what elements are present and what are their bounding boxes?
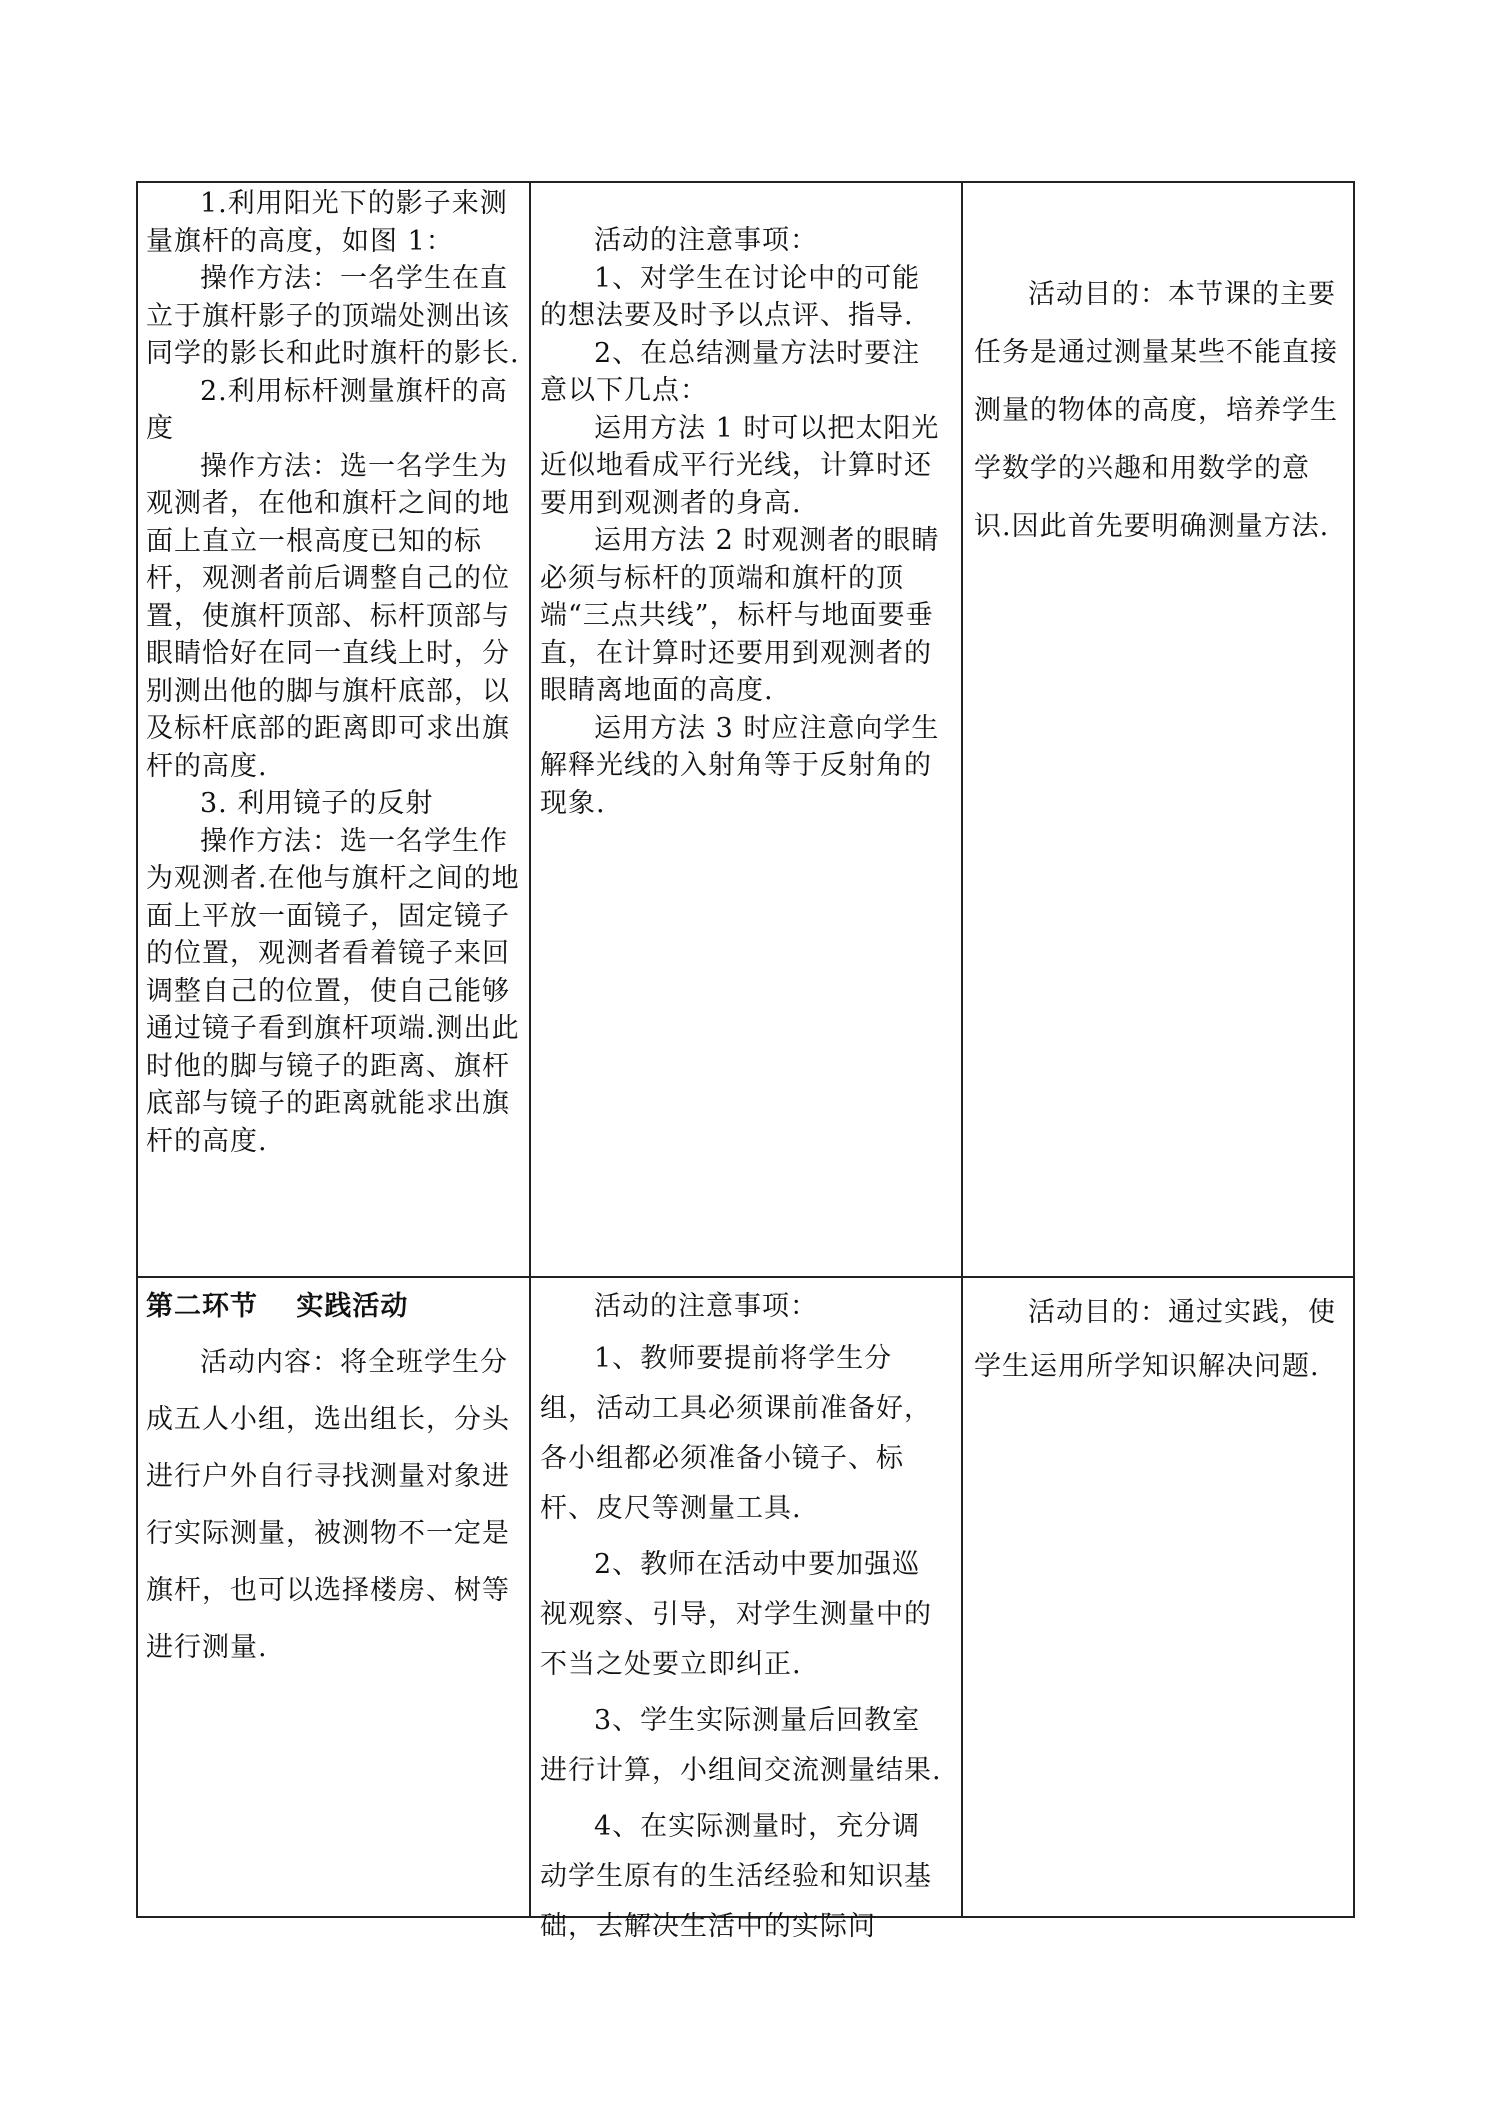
note-item: 1、教师要提前将学生分组，活动工具必须课前准备好，各小组都必须准备小镜子、标杆、皮尺等测量工具. — [540, 1343, 932, 1524]
note-item: 3、学生实际测量后回教室进行计算，小组间交流测量结果. — [540, 1705, 942, 1786]
method-3-title: 3. 利用镜子的反射 — [200, 788, 434, 819]
note-item: 1、对学生在讨论中的可能的想法要及时予以点评、指导. — [540, 262, 921, 331]
row-divider — [138, 1276, 1353, 1278]
row1-notes-cell — [540, 222, 948, 822]
purpose-text: 活动目的：通过实践，使学生运用所学知识解决问题. — [974, 1297, 1336, 1382]
method-1-title: 1.利用阳光下的影子来测量旗杆的高度，如图 1： — [146, 188, 508, 257]
activity-content: 活动内容：将全班学生分成五人小组，选出组长，分头进行户外自行寻找测量对象进行实际测量，被测物不一定是旗杆，也可以选择楼房、树等进行测量. — [146, 1347, 510, 1663]
section-heading: 第二环节 实践活动 — [146, 1291, 409, 1322]
note-item: 2、在总结测量方法时要注意以下几点： — [540, 337, 921, 406]
note-item: 4、在实际测量时，充分调动学生原有的生活经验和知识基础，去解决生活中的实际问 — [540, 1811, 932, 1942]
row2-purpose-cell — [974, 1286, 1344, 1394]
method-2-title: 2.利用标杆测量旗杆的高度 — [146, 375, 508, 444]
column-divider — [529, 183, 531, 1916]
row2-notes-cell — [540, 1286, 948, 1952]
method-2-procedure: 操作方法：选一名学生为观测者，在他和旗杆之间的地面上直立一根高度已知的标杆，观测者前后调整自己的位置，使旗杆顶部、标杆顶部与眼睛恰好在同一直线上时，分别测出他的脚与旗杆底部，以及标杆底部的距离即可求出旗杆的高度. — [146, 450, 510, 782]
method-1-procedure: 操作方法：一名学生在直立于旗杆影子的顶端处测出该同学的影长和此时旗杆的影长. — [146, 263, 520, 369]
note-item: 运用方法 1 时可以把太阳光近似地看成平行光线，计算时还要用到观测者的身高. — [540, 412, 940, 519]
note-item: 运用方法 2 时观测者的眼睛必须与标杆的顶端和旗杆的顶端“三点共线”，标杆与地面要垂直，在计算时还要用到观测者的眼睛离地面的高度. — [540, 525, 940, 706]
row1-methods-cell — [146, 185, 524, 1160]
lesson-table — [136, 181, 1355, 1942]
notes-heading: 活动的注意事项： — [594, 225, 818, 256]
note-item: 2、教师在活动中要加强巡视观察、引导，对学生测量中的不当之处要立即纠正. — [540, 1549, 932, 1680]
notes-heading: 活动的注意事项： — [594, 1291, 818, 1322]
row2-activity-cell — [146, 1286, 524, 1676]
note-item: 运用方法 3 时应注意向学生解释光线的入射角等于反射角的现象. — [540, 712, 940, 819]
row1-purpose-cell — [974, 266, 1344, 556]
method-3-procedure: 操作方法：选一名学生作为观测者.在他与旗杆之间的地面上平放一面镜子，固定镜子的位置，观测者看着镜子来回调整自己的位置，使自己能够通过镜子看到旗杆项端.测出此时他的脚与镜子的距离、旗杆底部与镜子的距离就能求出旗杆的高度. — [146, 825, 520, 1157]
purpose-text: 活动目的：本节课的主要任务是通过测量某些不能直接测量的物体的高度，培养学生学数学的兴趣和用数学的意识.因此首先要明确测量方法. — [974, 279, 1338, 542]
column-divider — [961, 183, 963, 1916]
